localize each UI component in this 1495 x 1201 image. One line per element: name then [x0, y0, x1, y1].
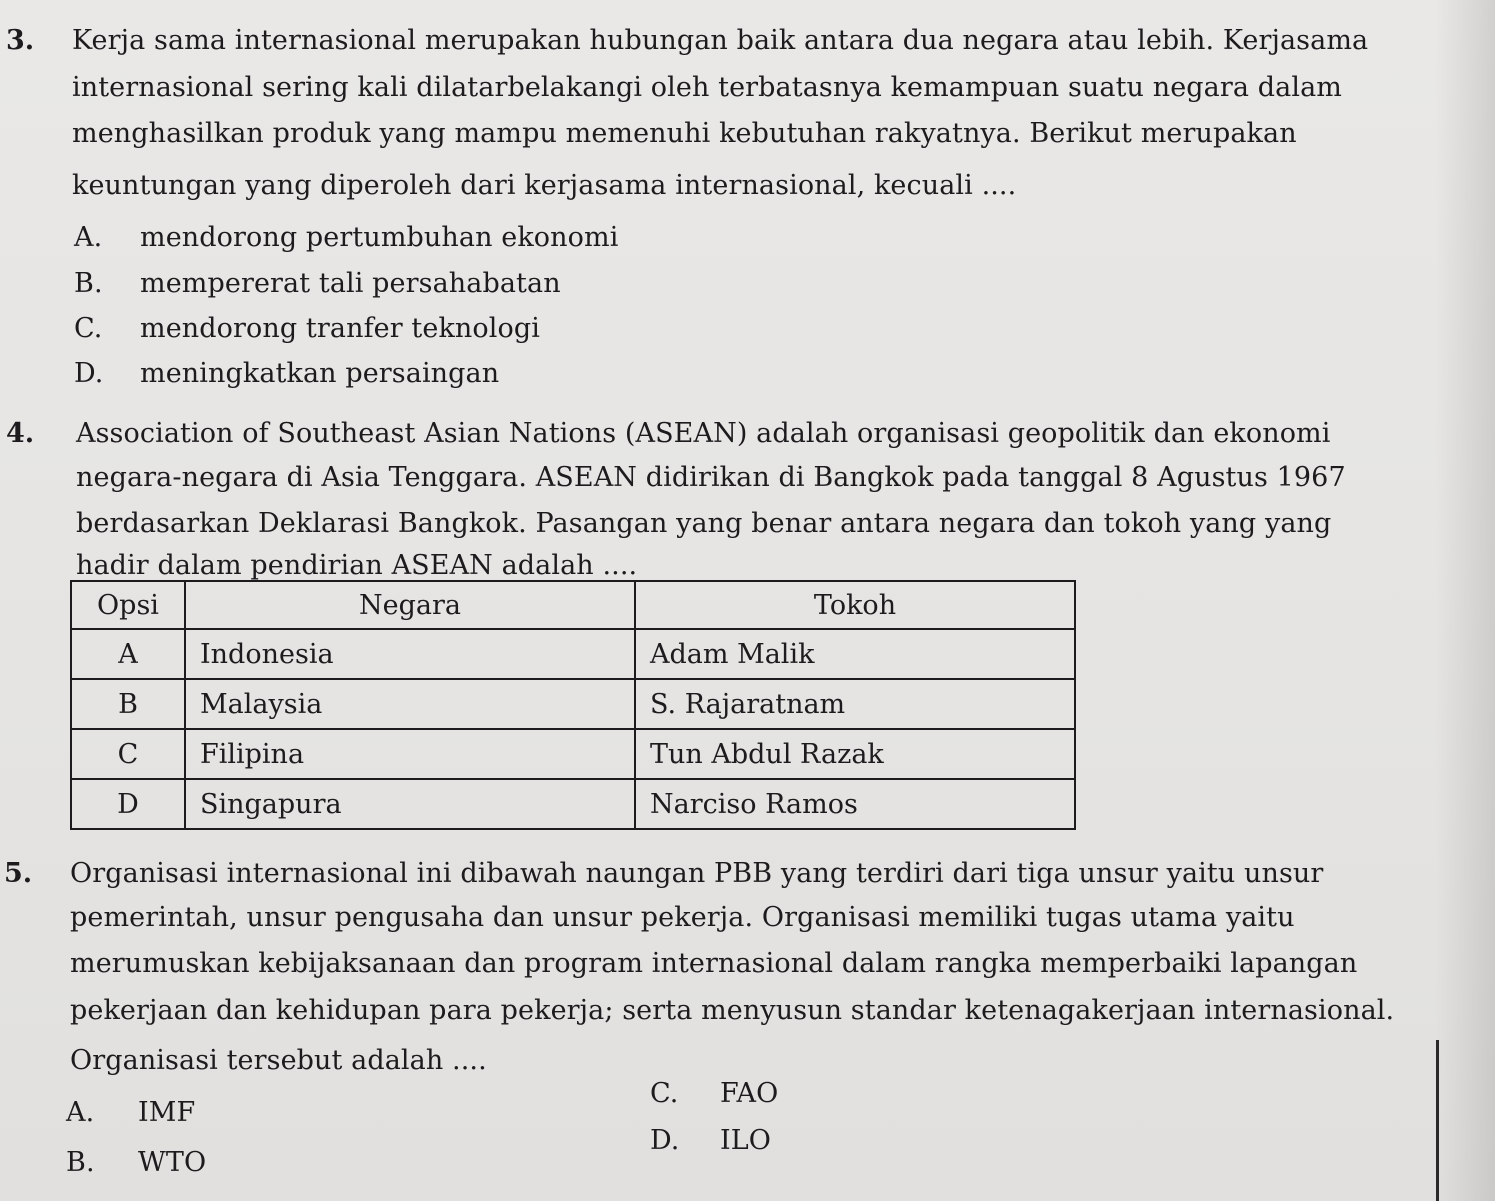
- option-letter: B.: [66, 1147, 95, 1178]
- answer-option-c: [650, 1078, 778, 1110]
- option-text: WTO: [138, 1147, 207, 1178]
- cell-negara: Singapura: [185, 779, 635, 829]
- answer-option-d: [74, 358, 499, 390]
- question-text-line: negara-negara di Asia Tenggara. ASEAN didirikan di Bangkok pada tanggal 8 Agustus 1967: [76, 462, 1346, 493]
- option-text: mempererat tali persahabatan: [140, 268, 561, 299]
- table-header-row: [71, 581, 1075, 629]
- answer-option-c: [74, 313, 540, 345]
- cell-negara: Indonesia: [185, 629, 635, 679]
- cell-tokoh: Adam Malik: [635, 629, 1075, 679]
- column-header-opsi: Opsi: [71, 581, 185, 629]
- question-text-line: merumuskan kebijaksanaan dan program internasional dalam rangka memperbaiki lapangan: [70, 948, 1358, 979]
- question-text-line: pekerjaan dan kehidupan para pekerja; serta menyusun standar ketenagakerjaan internasional.: [70, 995, 1395, 1026]
- table-row: [71, 779, 1075, 829]
- option-text: ILO: [720, 1125, 772, 1156]
- option-letter: D.: [74, 358, 104, 389]
- cell-tokoh: Narciso Ramos: [635, 779, 1075, 829]
- cell-opsi: D: [71, 779, 185, 829]
- cell-tokoh: S. Rajaratnam: [635, 679, 1075, 729]
- question-text-line: berdasarkan Deklarasi Bangkok. Pasangan yang benar antara negara dan tokoh yang yang: [76, 508, 1332, 539]
- cell-negara: Malaysia: [185, 679, 635, 729]
- cell-opsi: A: [71, 629, 185, 679]
- column-header-negara: Negara: [185, 581, 635, 629]
- option-letter: C.: [650, 1078, 679, 1109]
- question-text-line: Association of Southeast Asian Nations (ASEAN) adalah organisasi geopolitik dan ekonomi: [76, 418, 1331, 449]
- table-row: [71, 629, 1075, 679]
- option-text: mendorong pertumbuhan ekonomi: [140, 222, 619, 253]
- question-text-line: keuntungan yang diperoleh dari kerjasama internasional, kecuali ....: [72, 170, 1017, 201]
- column-divider: [1436, 1040, 1439, 1201]
- answer-option-b: [74, 268, 561, 300]
- question-text-line: hadir dalam pendirian ASEAN adalah ....: [76, 550, 638, 581]
- cell-negara: Filipina: [185, 729, 635, 779]
- column-header-tokoh: Tokoh: [635, 581, 1075, 629]
- answer-option-d: [650, 1125, 771, 1157]
- question-text-line: Organisasi internasional ini dibawah naungan PBB yang terdiri dari tiga unsur yaitu unsur: [70, 858, 1324, 889]
- question-text-line: pemerintah, unsur pengusaha dan unsur pekerja. Organisasi memiliki tugas utama yaitu: [70, 902, 1295, 933]
- option-text: FAO: [720, 1078, 779, 1109]
- asean-founders-table: [70, 580, 1076, 830]
- option-text: IMF: [138, 1097, 196, 1128]
- cell-tokoh: Tun Abdul Razak: [635, 729, 1075, 779]
- cell-opsi: B: [71, 679, 185, 729]
- question-number: 4.: [6, 418, 35, 449]
- question-number: 5.: [4, 858, 33, 889]
- option-letter: B.: [74, 268, 103, 299]
- answer-option-b: [66, 1147, 206, 1179]
- page-shadow: [1435, 0, 1495, 1201]
- option-letter: A.: [74, 222, 103, 253]
- question-text-line: Organisasi tersebut adalah ....: [70, 1045, 487, 1076]
- question-text-line: menghasilkan produk yang mampu memenuhi kebutuhan rakyatnya. Berikut merupakan: [72, 118, 1297, 149]
- option-text: mendorong tranfer teknologi: [140, 313, 540, 344]
- option-text: meningkatkan persaingan: [140, 358, 500, 389]
- option-letter: D.: [650, 1125, 680, 1156]
- answer-option-a: [66, 1097, 195, 1129]
- question-text-line: internasional sering kali dilatarbelakangi oleh terbatasnya kemampuan suatu negara dalam: [72, 72, 1342, 103]
- answer-option-a: [74, 222, 618, 254]
- question-text-line: Kerja sama internasional merupakan hubungan baik antara dua negara atau lebih. Kerjasama: [72, 25, 1369, 56]
- cell-opsi: C: [71, 729, 185, 779]
- option-letter: A.: [66, 1097, 95, 1128]
- option-letter: C.: [74, 313, 103, 344]
- question-number: 3.: [6, 25, 35, 56]
- table-row: [71, 679, 1075, 729]
- table-row: [71, 729, 1075, 779]
